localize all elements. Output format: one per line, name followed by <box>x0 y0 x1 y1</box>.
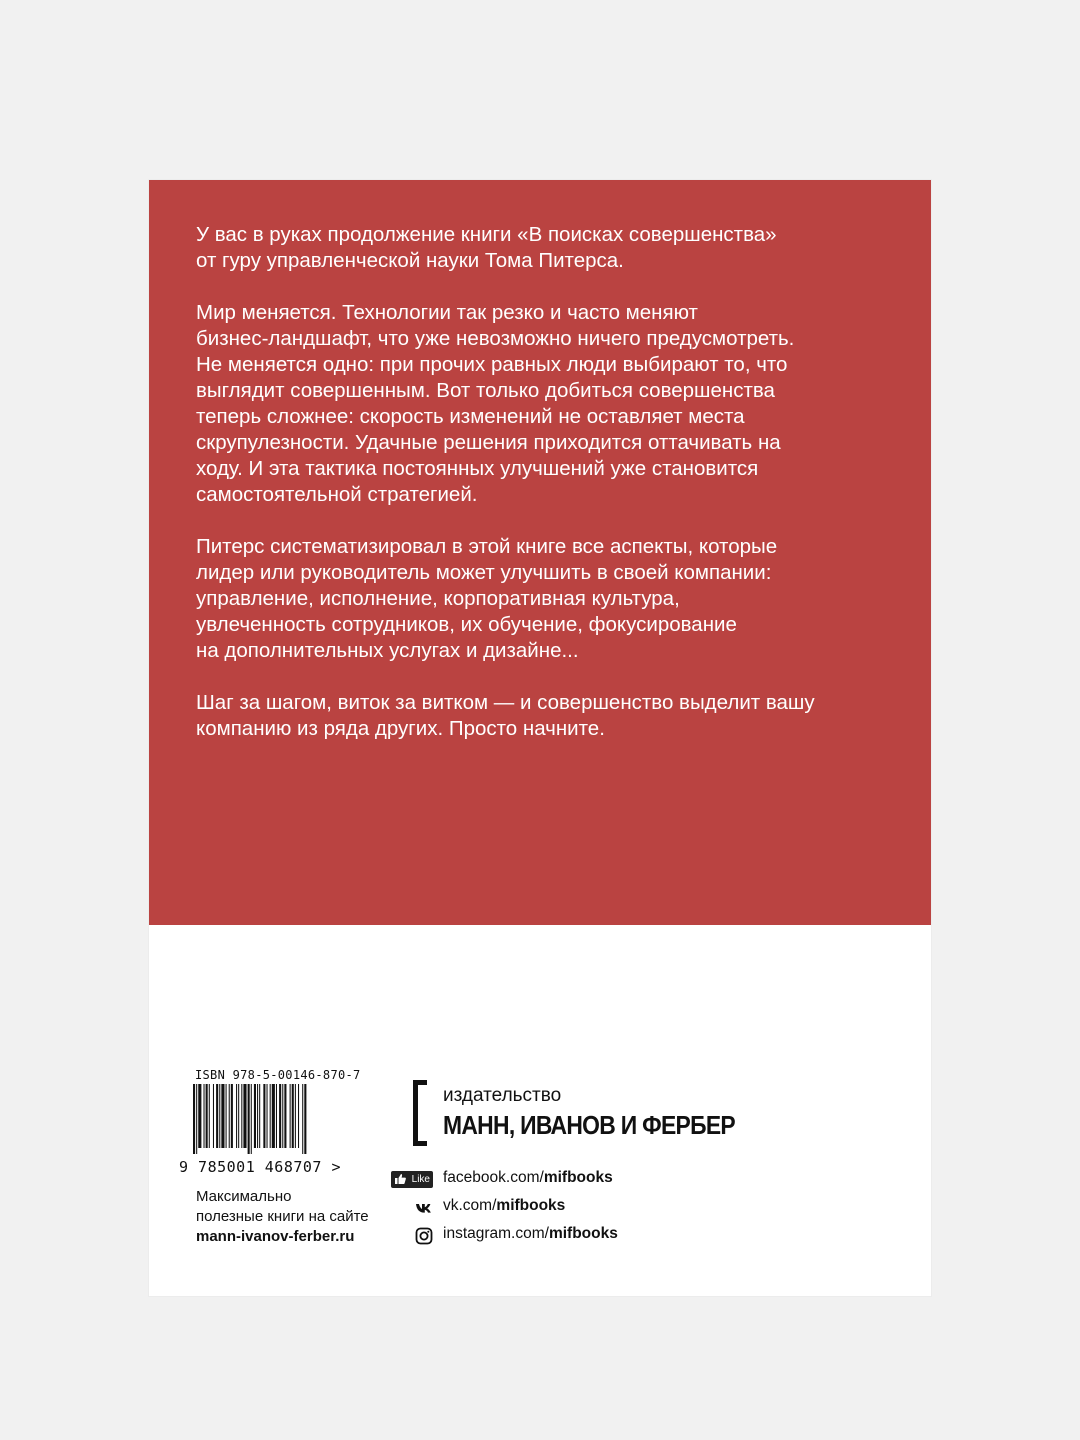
instagram-icon <box>415 1227 433 1245</box>
book-back-cover <box>149 180 931 1296</box>
barcode-icon <box>193 1084 351 1154</box>
blurb-line: скрупулезности. Удачные решения приходится оттачивать на <box>196 431 781 454</box>
blurb-line: от гуру управленческой науки Тома Питерса. <box>196 249 624 272</box>
site-url-link[interactable]: mann-ivanov-ferber.ru <box>196 1228 355 1245</box>
blurb-line: ходу. И эта тактика постоянных улучшений уже становится <box>196 457 759 480</box>
site-note-line: Максимально <box>196 1188 292 1205</box>
publisher-name: МАНН, ИВАНОВ И ФЕРБЕР <box>443 1110 735 1140</box>
blurb-paragraph-4 <box>196 690 896 742</box>
blurb-paragraph-2 <box>196 300 896 508</box>
blurb-paragraph-1 <box>196 222 896 274</box>
blurb-line: выглядит совершенным. Вот только добиться совершенства <box>196 379 775 402</box>
blurb-line: на дополнительных услугах и дизайне... <box>196 639 579 662</box>
blurb-paragraph-3 <box>196 534 896 664</box>
facebook-handle: mifbooks <box>543 1169 613 1186</box>
facebook-link[interactable] <box>443 1169 613 1187</box>
instagram-link[interactable] <box>443 1225 618 1243</box>
blurb-line: У вас в руках продолжение книги «В поисках совершенства» <box>196 223 777 246</box>
red-cover-block <box>149 180 931 925</box>
like-badge-label: Like <box>411 1174 430 1185</box>
blurb-line: Не меняется одно: при прочих равных люди выбирают то, что <box>196 353 788 376</box>
site-note-line: полезные книги на сайте <box>196 1208 369 1225</box>
publisher-prefix: издательство <box>443 1085 562 1106</box>
bracket-icon <box>413 1080 427 1146</box>
cover-blurb <box>196 222 896 768</box>
blurb-line: управление, исполнение, корпоративная культура, <box>196 587 680 610</box>
blurb-line: компанию из ряда других. Просто начните. <box>196 717 605 740</box>
blurb-line: Питерс систематизировал в этой книге все аспекты, которые <box>196 535 778 558</box>
facebook-prefix: facebook.com/ <box>443 1169 544 1186</box>
blurb-line: самостоятельной стратегией. <box>196 483 478 506</box>
instagram-prefix: instagram.com/ <box>443 1225 549 1242</box>
blurb-line: Мир меняется. Технологии так резко и часто меняют <box>196 301 698 324</box>
blurb-line: теперь сложнее: скорость изменений не оставляет места <box>196 405 745 428</box>
barcode-digits: 9 785001 468707 > <box>179 1158 342 1176</box>
facebook-like-icon <box>391 1171 433 1188</box>
blurb-line: увлеченность сотрудников, их обучение, фокусирование <box>196 613 737 636</box>
vk-prefix: vk.com/ <box>443 1197 497 1214</box>
blurb-line: Шаг за шагом, виток за витком — и совершенство выделит вашу <box>196 691 815 714</box>
site-note <box>196 1187 369 1247</box>
vk-link[interactable] <box>443 1197 565 1215</box>
isbn-label: ISBN 978-5-00146-870-7 <box>195 1068 361 1082</box>
vk-handle: mifbooks <box>496 1197 566 1214</box>
instagram-handle: mifbooks <box>548 1225 618 1242</box>
thumbs-up-icon <box>395 1174 406 1184</box>
blurb-line: лидер или руководитель может улучшить в своей компании: <box>196 561 772 584</box>
blurb-line: бизнес-ландшафт, что уже невозможно ничего предусмотреть. <box>196 327 795 350</box>
vk-icon <box>415 1199 433 1217</box>
